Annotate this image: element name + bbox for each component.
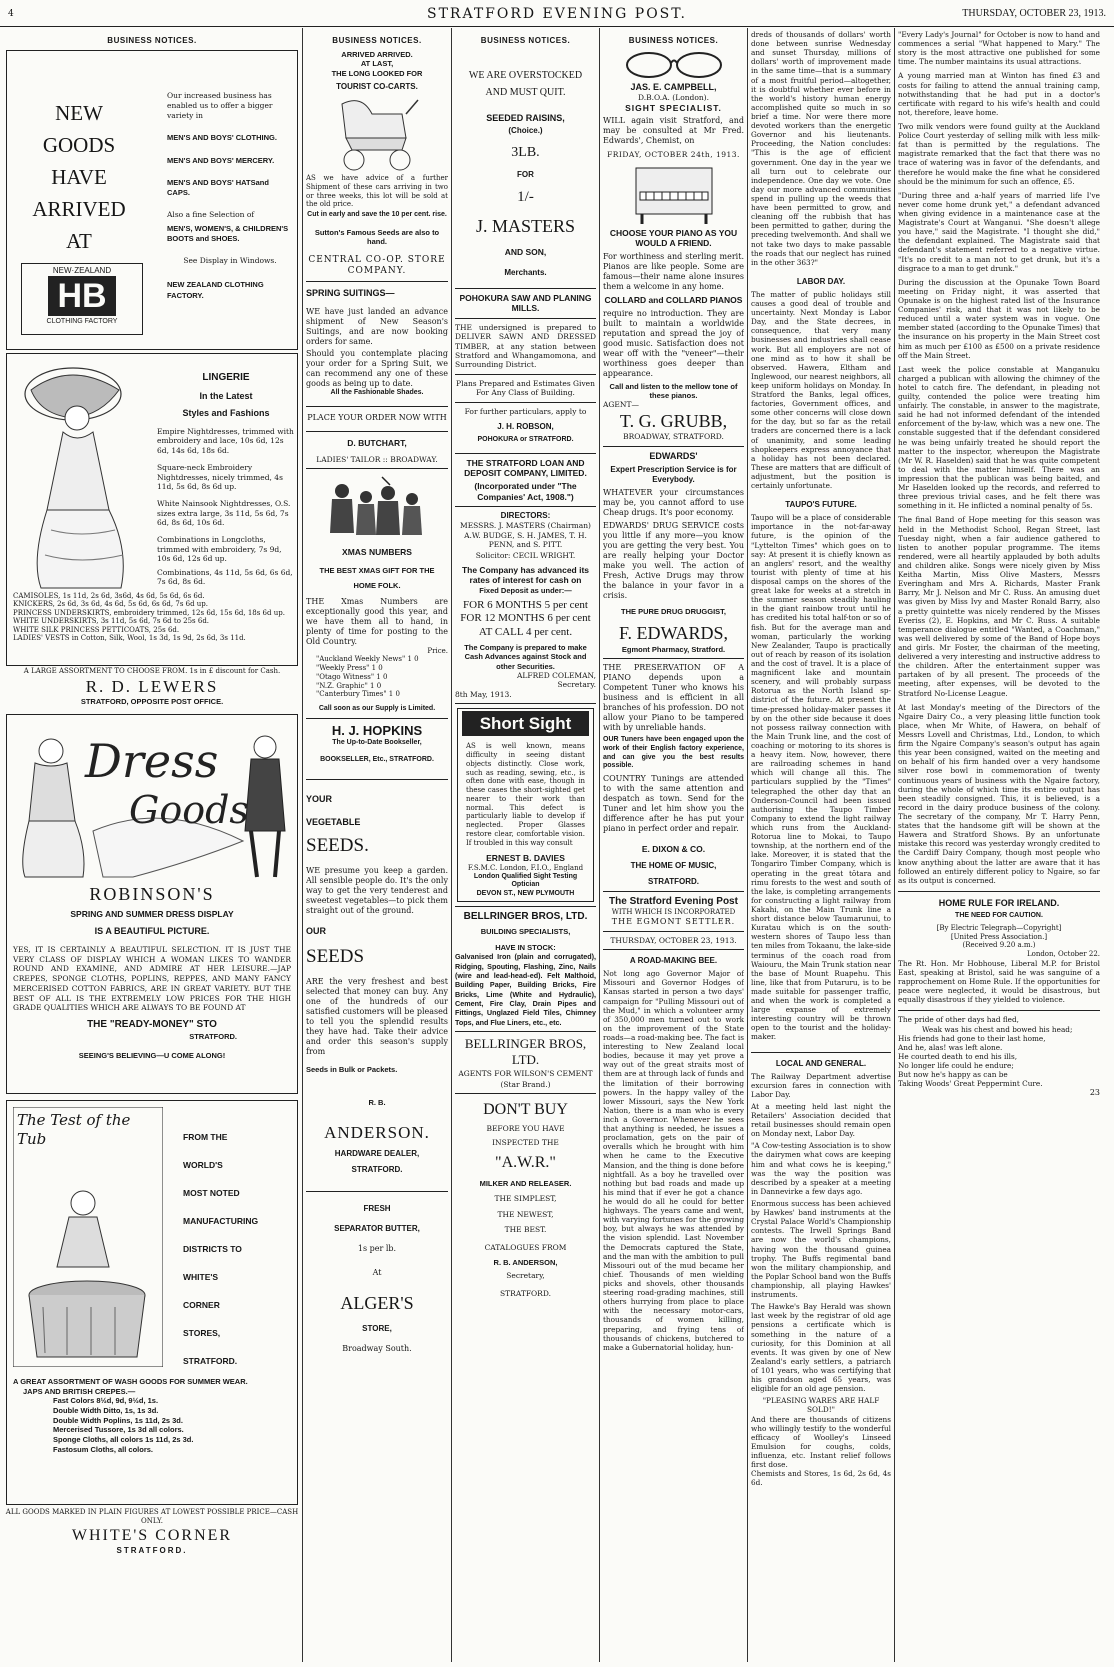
whites-corner-ad: The Test of the Tub FROM THE WORLD'S MOST NOTED MANUFACTURING DISTRICTS TO WHITE'S CORNER STORES, STRATFORD. A GREAT ASSORTMENT OF WASH GOODS FOR SUMMER WEAR. JAPS AND BRITISH CREPES.— Fast Colors 8½d, 9d, 9½d, 1s. Double Width Ditto, 1s, 1s 3d. Double Width Poplins, 1s 11d, 2s 3d. Mercerised Tussore, 1s 3d all colors. Sponge Cloths, all colors 1s 11d, 2s 3d. Fastosum Cloths, all colors. [6, 1100, 298, 1505]
new-goods-list: Our increased business has enabled us to offer a bigger variety in MEN'S AND BOYS' CLOTHING. MEN'S AND BOYS' MERCERY. MEN'S AND BOYS' HATSand CAPS. Also a fine Selection of MEN'S, WOMEN'S, & CHILDREN'S BOOTS and SHOES. See Display in Windows. NEW ZEALAND CLOTHING FACTORY. [167, 91, 289, 300]
column-1: BUSINESS NOTICES. NEW GOODS HAVE ARRIVED AT NEW·ZEALAND HB CLOTHING FACTORY Our increased business has enabled us to offer a bigger variety in MEN'S AND BOYS' CLOTHING. MEN'S AND BOYS' MERCERY. MEN'S AND BOYS' HATSand CAPS. Also a fine Selection of MEN'S, WOMEN'S, & CHILDREN'S BOOTS and SHOES. See Display in Windows. NEW ZEALAND CLOTHING FACTORY. LINGERIE In the Latest Styles and Fashions Empire Nightdresses, trimmed with embroidery and lace, 10s 6d, 12s 6d, 14s 6d, 18s 6d. Square-neck Embroidery Nightdresses, nicely trimmed, 4s 11d, 5s 6d, 8s 6d up. White Nainsook Nightdresses, O.S. sizes extra large, 3s 11d, 5s 6d, 7s 6d, 8s 6d, 10s 6d. Combinations in Longcloths, trimmed with embroidery, 7s 9d, 10s 6d, 12s 6d up. Combinations, 4s 11d, 5s 6d, 6s 6d, 7s 6d, 8s 6d. CAMISOLES, 1s 11d, 2s 6d, 3s6d, 4s 6d, 5s 6d, 6s 6d. KNICKERS, 2s 6d, 3s 6d, 4s 6d, 5s 6d, 6s 6d, 7s 6d up. PRINCESS UNDERSKIRTS, embroidery trimmed, 12s 6d, 15s 6d, 18s 6d up. WHITE UNDERSKIRTS, 3s 11d, 5s 6d, 7s 6d to 25s 6d. WHITE SILK PRINCESS PETTICOATS, 25s 6d. LADIES' VESTS in Cotton, Silk, Wool, 1s 3d, 1s 9d, 2s 6d, 3s 11d. A LARGE ASSORTMENT TO CHOOSE FROM. 1s in £ discount for Cash. R. D. LEWERS STRATFORD, OPPOSITE POST OFFICE. Dress Goods ROBINSON'S SPRING AND SUMMER DRESS DISPLAY IS A BEAUTIFUL PICTURE. YES, IT IS CERTAINLY A BEAUTIFUL SELECTION. IT IS JUST THE VERY CLASS OF DISPLAY WHICH A WOMAN LIKES TO WANDER ROUND AND EXAMINE, AND ADMIRE AT HER LEISURE.—JAP CREPES, SPONGE CLOTHS, POPLINS, REPPES, AND MANY FANCY MERCERISED COTTON FABRICS, ARE IN GREAT VARIETY. BUT THE BEST OF ALL IS THE EXTREMELY LOW PRICES FOR THE HIGH GRADE QUALITIES WHICH ARE ALWAYS TO BE FOUND AT THE "READY-MONEY" STO STRATFORD. SEEING'S BELIEVING—U COME ALONG! The Test of the Tub FROM THE WORLD'S MOST NOTED MANUFACTURING DISTRICTS TO WHITE'S CORNER STORES, STRATFORD. A GREAT ASSORTMENT OF WASH GOODS FOR SUMMER WEAR. JAPS AND BRITISH CREPES.— Fast Colors 8½d, 9d, 9½d, 1s. Double Width Ditto, 1s, 1s 3d. Double Width Poplins, 1s 11d, 2s 3d. Mercerised Tussore, 1s 3d all colors. Sponge Cloths, all colors 1s 11d, 2s 3d. Fastosum Cloths, all colors. ALL GOODS MARKED IN PLAIN FIGURES AT LOWEST POSSIBLE PRICE—CASH ONLY. WHITE'S CORNER STRATFORD. [5, 36, 299, 1555]
column-3: BUSINESS NOTICES. WE ARE OVERSTOCKED AND MUST QUIT. SEEDED RAISINS, (Choice.) 3LB. FOR 1/- J. MASTERS AND SON, Merchants. POHOKURA SAW AND PLANING MILLS. THE undersigned is prepared to DELIVER SAWN AND DRESSED TIMBER, at any station between Stratford and Whangamomona, and Surrounding District. Plans Prepared and Estimates Given For Any Class of Building. For further particulars, apply to J. H. ROBSON, POHOKURA or STRATFORD. THE STRATFORD LOAN AND DEPOSIT COMPANY, LIMITED. (Incorporated under "The Companies' Act, 1908.") DIRECTORS: MESSRS. J. MASTERS (Chairman) A.W. BUDGE, S. H. JAMES, T. H. PENN, and S. PITT. Solicitor: CECIL WRIGHT. The Company has advanced its rates of interest for cash on Fixed Deposit as under:— FOR 6 MONTHS 5 per cent FOR 12 MONTHS 6 per cent AT CALL 4 per cent. The Company is prepared to make Cash Advances against Stock and other Securities. ALFRED COLEMAN, Secretary. 8th May, 1913. Short Sight AS is well known, means difficulty in seeing distant objects distinctly. Close work, such as reading, sewing, etc., is often done with ease, though in these cases the short-sighted get nearer to their work than normal. This defect is particularly liable to develop if neglected. Proper Glasses restore clear, comfortable vision. If troubled in this way consult ERNEST B. DAVIES F.S.M.C. London, F.I.O., England London Qualified Sight Testing Optician DEVON ST., NEW PLYMOUTH BELLRINGER BROS, LTD. BUILDING SPECIALISTS, HAVE IN STOCK: Galvanised Iron (plain and corrugated), Ridging, Spouting, Flashing, Zinc, Nails (wire and lead-head-ed). Felt Malthoid, Building Paper, Building Bricks, Fire Bricks, Lime (White and Hydraulic), Cement, Fire Clay, Drain Pipes and Fittings, Unglazed Field Tiles, Chimney Tops, and Flue Liners, etc., etc. BELLRINGER BROS, LTD. AGENTS FOR WILSON'S CEMENT (Star Brand.) DON'T BUY BEFORE YOU HAVE INSPECTED THE "A.W.R." MILKER AND RELEASER. THE SIMPLEST, THE NEWEST, THE BEST. CATALOGUES FROM R. B. ANDERSON, Secretary, STRATFORD. [455, 36, 596, 1298]
anderson-name: ANDERSON. [324, 1122, 430, 1142]
column-5: dreds of thousands of dollars' worth done between sunrise Wednesday and sunset Thursday, millions of dollars' worth of improvement made in the same time—that is a summary of a most fruitful period—altogether, it is doubtful whether ever before in the world's history human energy accomplished quite so much in so brief a time. Nor were there more devoted workers than the energetic Governor and his lieutenants. Proceeding, the Nation concludes: "This is the age of efficient government. One day in the year we all turn out to celebrate our independence. One day we vote. One day our more advanced communities spend in pulling up the weeds that have been permitted to grow, and cleaning off the rubbish that has been permitted to gather, during the preceding twelvemonth. And shall we not take two days to make passable the roads that our neglect has ruined in the other 363?" LABOR DAY. The matter of public holidays still causes a good deal of trouble and uncertainty. Next Monday is Labor Day, and the State decrees, in consequence, that very many businesses and industries shall cease work. But all employers are not of one mind as to how it shall be observed. Hawera, Eltham and Inglewood, our nearest neighbors, all keep uniform holidays on Monday. In Stratford the Banks, legal offices, factories, Government offices, and some other concerns will close down for the day, but so far as the retail traders are concerned there is a lack of unanimity, and some leading shopkeepers express annoyance that a holiday has not been declared. These are matters that are difficult of adjustment, but the position is certainly unfortunate. TAUPO'S FUTURE. Taupo will be a place of considerable importance in the not-far-away future, is the opinion of the "Lyttelton Times" which goes on to say: At present it is chiefly known as an anglers' resort, and the wealthy tourist with plenty of time at his disposal camps on the shores of the great lake for weeks at a stretch in the summer season steadily hauling in the giant rainbow trout until he has credited his total half-ton or so of fish. But for the average man and woman, particularly the working New Zealander, Taupo is practically out of reach by reason of its isolation and the cost of travel. It is a place of magnificent lake and mountain scenery, and will probably surpass Rotorua as the North Island sp-district of the future. At present the time-pressed holiday-maker passes it by on the other side because it does not possess railway connection with the Main Trunk line, and the cost of coaching or motoring to its shores is a heavy item. Now, however, there are railroading schemes in hand which will change all this. The particulars supplied by the "Times" telegraphed the other day that an Onderson-Council had been issued authorising the Taupo Timber Company to extend the light railway which runs from the Auckland-Rotorua line to Mokai, to Taupo township, at the northern end of the lake. Moreover, it is stated that the Tongariro Timber Company, which is operating in the great tōtara and rimu forests to the west and south of the lake, is completing arrangements for constructing a light railway from Kakahi, on the Main Trunk line a short distance below Taumarunui, to Kuratau which is on the south-western shores of Taupo less than ten miles from Tokaanu, the lake-side terminus of the coach road from Waiouru, the Main Trunk station near the base of Mount Ruapehu. This line, like that from Putaruru, is to be made suitable for passenger traffic, and when the work is completed a large expanse of extremely interesting country will be thrown open to the tourist and the holiday-maker. LOCAL AND GENERAL. The Railway Department advertise excursion fares in connection with Labor Day. At a meeting held last night the Retailers' Association decided that retail businesses should remain open on Monday next, Labor Day. "A Cow-testing Association is to show the dairymen what cows are keeping him and what cows he is keeping," was the way the position was described by a speaker at a meeting in Dannevirke a few days ago. Enormous success has been achieved by Hawkes' band instruments at the Crystal Palace World's Championship contests. The Irwell Springs Band are now the world's champions, having won the thousand guinea trophy. The Buffs regimental band won the military championship, and the Poplar School band won the Buffs championship, all playing Hawkes' instruments. The Hawke's Bay Herald was shown last week by the registrar of old age pensions a certificate which is something in the nature of a curiosity, for this Dominion at all events. It was given by one of New Zealand's early settlers, a patriarch of 101 years, who was certifying that his grandson aged 65 years, was eligible for an old age pension. "PLEASING WARES ARE HALF SOLD!" And there are thousands of citizens who willingly testify to the wonderful efficacy of Woolley's Linseed Emulsion for coughs, colds, influenza, etc. Instant relief follows first dose. Chemists and Stores, 1s 6d, 2s 6d, 4s 6d. [751, 30, 891, 1488]
robinsons-name: ROBINSON'S [89, 884, 215, 905]
lewers-name: R. D. LEWERS [85, 676, 219, 696]
spectacles-illustration [619, 50, 729, 80]
bellringer-name: BELLRINGER BROS, LTD. [463, 910, 588, 922]
column-header: BUSINESS NOTICES. [480, 36, 571, 45]
pram-illustration [332, 94, 422, 172]
column-4: BUSINESS NOTICES. JAS. E. CAMPBELL, D.B.O.A. (London). SIGHT SPECIALIST. WILL again visit Stratford, and may be consulted at Mr Fred. Edwards', Chemist, on FRIDAY, OCTOBER 24th, 1913. CHOOSE YOUR PIANO AS YOU WOULD A FRIEND. For worthiness and sterling merit. Pianos are like people. Some are famous—their name alone insures them a welcome in any home. COLLARD and COLLARD PIANOS require no introduction. They are built to maintain a worldwide reputation and spread the joy of good music. Satisfaction does not wear off with the "veneer"—their worthiness goes deeper than appearance. Call and listen to the mellow tone of these pianos. AGENT— T. G. GRUBB, BROADWAY, STRATFORD. EDWARDS' Expert Prescription Service is for Everybody. WHATEVER your circumstances may be, you cannot afford to use Cheap drugs. It's poor economy. EDWARDS' DRUG SERVICE costs you little if any more—you know you are getting the very best. You are really helping your Doctor make you well. The action of Fresh, Active Drugs may throw the balance in your favor in a crisis. THE PURE DRUG DRUGGIST, F. EDWARDS, Egmont Pharmacy, Stratford. THE PRESERVATION OF A PIANO depends upon a Competent Tuner who knows his business and is efficient in all branches of his profession. DO not allow your Piano to be tampered with by unreliable hands. OUR Tuners have been engaged upon the work of their English factory experience, and can give you the best results possible. COUNTRY Tunings are attended to with the same attention and despatch as town. Send for the Tuner and let him show you the difference after he has put your piano in perfect order and repair. E. DIXON & CO. THE HOME OF MUSIC, STRATFORD. The Stratford Evening Post WITH WHICH IS INCORPORATED THE EGMONT SETTLER. THURSDAY, OCTOBER 23, 1913. A ROAD-MAKING BEE. Not long ago Governor Major of Missouri and Governor Hodges of Kansas started in person a two days' campaign for "Pulling Missouri out of the Mud," in which a volunteer army of 350,000 men turned out to work on the improvement of the State roads—a road-making bee. The fact is interesting to New Zealand local bodies, because it may yet prove a way out of the great straits most of them are at through lack of funds and the limitation of their borrowing powers. In the happy valley of the lower Missouri, says the New York Nation, there is a man who is every inch a Governor. Whenever he sees that anything is needed, he issues a proclamation, gets on the pair of overalls which he brought with him when he came to the Executive Mansion, and the thing is done before nightfall. As a boy he travelled over nothing but bad roads and made up his mind that if ever he got a chance he would do all he could for better highways. The years came and went, with varying fortunes for the growing boy, but always he was attended by the vision splendid. Last November the Democrats captured the State, and the man with the ambition to pull Missouri out of the mud became her chief. Thousands of men wielding picks and shovels, other thousands steering road-grading machines, still others hurrying from place to place with the necessary motor-cars, thousands of women killing, preparing, and frying tens of thousands of chickens, butchered to make a Gubernatorial holiday, hun- [603, 36, 744, 1352]
column-header: BUSINESS NOTICES. [107, 36, 197, 45]
local-and-general-title: LOCAL AND GENERAL. [751, 1052, 891, 1069]
lewers-lingerie-ad: LINGERIE In the Latest Styles and Fashions Empire Nightdresses, trimmed with embroidery and lace, 10s 6d, 12s 6d, 14s 6d, 18s 6d. Square-neck Embroidery Nightdresses, nicely trimmed, 4s 11d, 5s 6d, 8s 6d up. White Nainsook Nightdresses, O.S. sizes extra large, 3s 11d, 5s 6d, 7s 6d, 8s 6d, 10s 6d. Combinations in Longcloths, trimmed with embroidery, 7s 9d, 10s 6d, 12s 6d up. Combinations, 4s 11d, 5s 6d, 6s 6d, 7s 6d, 8s 6d. CAMISOLES, 1s 11d, 2s 6d, 3s6d, 4s 6d, 5s 6d, 6s 6d. KNICKERS, 2s 6d, 3s 6d, 4s 6d, 5s 6d, 6s 6d, 7s 6d up. PRINCESS UNDERSKIRTS, embroidery trimmed, 12s 6d, 15s 6d, 18s 6d up. WHITE UNDERSKIRTS, 3s 11d, 5s 6d, 7s 6d to 25s 6d. WHITE SILK PRINCESS PETTICOATS, 25s 6d. LADIES' VESTS in Cotton, Silk, Wool, 1s 3d, 1s 9d, 2s 6d, 3s 11d. [6, 353, 298, 666]
home-rule-title: HOME RULE FOR IRELAND. [938, 897, 1060, 908]
column-2: BUSINESS NOTICES. ARRIVED ARRIVED. AT LAST, THE LONG LOOKED FOR TOURIST CO-CARTS. AS we have advice of a further Shipment of these cars arriving in two or three weeks, this lot will be sold at the old price. Cut in early and save the 10 per cent. rise. Sutton's Famous Seeds are also to hand. CENTRAL CO-OP. STORE COMPANY. SPRING SUITINGS— WE have just landed an advance shipment of New Season's Suitings, and are now booking orders for same. Should you contemplate placing your order for a Spring Suit, we can recommend any one of these goods as being up to date. All the Fashionable Shades. PLACE YOUR ORDER NOW WITH D. BUTCHART, LADIES' TAILOR :: BROADWAY. XMAS NUMBERS THE BEST XMAS GIFT FOR THE HOME FOLK. THE Xmas Numbers are exceptionally good this year, and we have them all to hand, in plenty of time for posting to the Old Country. Price. "Auckland Weekly News" 1 0 "Weekly Press" 1 0 "Otago Witness" 1 0 "N.Z. Graphic" 1 0 "Canterbury Times" 1 0 Call soon as our Supply is Limited. H. J. HOPKINS The Up-to-Date Bookseller, BOOKSELLER, Etc., STRATFORD. YOUR VEGETABLE SEEDS. WE presume you keep a garden. All sensible people do. It's the only way to get the very tenderest and sweetest vegetables—to pick them straight out of the ground. OUR SEEDS ARE the very freshest and best selected that money can buy. Any one of the hundreds of our satisfied customers will be pleased to tell you the splendid results they have had. Take their advice and order this season's supply from Seeds in Bulk or Packets. R. B. ANDERSON. HARDWARE DEALER, STRATFORD. FRESH SEPARATOR BUTTER, 1s per lb. At ALGER'S STORE, Broadway South. [306, 36, 448, 1354]
lady-illustration [11, 360, 151, 590]
masthead [0, 0, 1114, 27]
davies-short-sight-ad: Short Sight AS is well known, means difficulty in seeing distant objects distinctly. Close work, such as reading, sewing, etc., is often done with ease, though in these cases the short-sighted get nearer to their work than normal. This defect is particularly liable to develop if neglected. Proper Glasses restore clear, comfortable vision. If troubled in this way consult ERNEST B. DAVIES F.S.M.C. London, F.I.O., England London Qualified Sight Testing Optician DEVON ST., NEW PLYMOUTH [457, 708, 594, 902]
davies-name: ERNEST B. DAVIES [486, 853, 565, 864]
folio-number: 23 [1089, 1088, 1100, 1098]
column-rule [451, 28, 452, 1662]
page-number: 4 [8, 9, 14, 19]
dont-buy-heading: DON'T BUY [483, 1101, 568, 1119]
awr-heading: "A.W.R." [495, 1154, 556, 1172]
new-zealand-clothing-ad [6, 50, 298, 350]
algers-store-name: ALGER'S [340, 1292, 414, 1313]
campbell-name: JAS. E. CAMPBELL, [630, 82, 717, 92]
hb-logo: NEW·ZEALAND HB CLOTHING FACTORY [21, 263, 143, 335]
hopkins-name: H. J. HOPKINS [331, 722, 423, 738]
our-seeds-heading: SEEDS [306, 946, 365, 967]
column-rule [747, 28, 748, 1662]
short-sight-heading: Short Sight [462, 711, 589, 736]
labor-day-title: LABOR DAY. [796, 276, 846, 286]
column-rule [599, 28, 600, 1662]
column-rule [894, 28, 895, 1662]
new-goods-headline: NEW GOODS HAVE ARRIVED AT [32, 101, 126, 253]
peppermint-cure-verse: The pride of other days had fled, Weak was his chest and bowed his head; His friends had gone to their last home, And he, alas! was left alone. He courted death to end his ills, No longer life could he endure; But now he's happy as can be Taking Woods' Great Peppermint Cure. [898, 1015, 1073, 1089]
dixon-name: E. DIXON & CO. [641, 844, 706, 854]
edwards-name: F. EDWARDS, [618, 623, 729, 644]
road-making-bee-title: A ROAD-MAKING BEE. [629, 956, 718, 966]
lingerie-title: LINGERIE [202, 372, 250, 383]
whites-corner-name: WHITE'S CORNER [71, 1526, 233, 1544]
butchart-name: D. BUTCHART, [347, 438, 407, 449]
goods-script: Goods [129, 788, 249, 833]
lingerie-price-list: CAMISOLES, 1s 11d, 2s 6d, 3s6d, 4s 6d, 5s 6d, 6s 6d. KNICKERS, 2s 6d, 3s 6d, 4s 6d, 5s 6d, 6s 6d, 7s 6d up. PRINCESS UNDERSKIRTS, embroidery trimmed, 12s 6d, 15s 6d, 18s 6d up. WHITE UNDERSKIRTS, 3s 11d, 5s 6d, 7s 6d to 25s 6d. WHITE SILK PRINCESS PETTICOATS, 25s 6d. LADIES' VESTS in Cotton, Silk, Wool, 1s 3d, 1s 9d, 2s 6d, 3s 11d. [13, 592, 285, 642]
column-rule [302, 28, 303, 1662]
test-of-the-tub-script: The Test of the Tub [17, 1111, 131, 1149]
newspaper-title: STRATFORD EVENING POST. [427, 6, 687, 22]
taupo-future-title: TAUPO'S FUTURE. [785, 500, 857, 510]
xmas-numbers-list: "Auckland Weekly News" 1 0 "Weekly Press" 1 0 "Otago Witness" 1 0 "N.Z. Graphic" 1 0 "Canterbury Times" 1 0 [316, 655, 419, 699]
dress-script: Dress [85, 734, 219, 789]
wash-goods-price-list: Fast Colors 8½d, 9d, 9½d, 1s. Double Width Ditto, 1s, 1s 3d. Double Width Poplins, 1s 11d, 2s 3d. Mercerised Tussore, 1s 3d all colors. Sponge Cloths, all colors 1s 11d, 2s 3d. Fastosum Cloths, all colors. [53, 1396, 194, 1454]
issue-date: THURSDAY, OCTOBER 23, 1913. [962, 8, 1106, 19]
whites-list: FROM THE WORLD'S MOST NOTED MANUFACTURING DISTRICTS TO WHITE'S CORNER STORES, STRATFORD. [183, 1132, 259, 1367]
evening-post-flag: The Stratford Evening Post [609, 895, 738, 907]
column-header: BUSINESS NOTICES. [332, 36, 422, 45]
co-op-store-name: CENTRAL CO-OP. STORE COMPANY. [308, 254, 446, 276]
piano-illustration [626, 162, 722, 226]
grubb-name: T. G. GRUBB, [619, 410, 728, 431]
column-6: "Every Lady's Journal" for October is now to hand and commences a serial "What happened to Mary." The story is the most attractive one published for some time. The number maintains its usual attractions. A young married man at Winton has fined £3 and costs for failing to attend the annual training camp, notwithstanding that he had put in a doctor's certificate with regard to his wife's health and could not, therefore, leave home. Two milk vendors were found guilty at the Auckland Police Court yesterday of selling milk with less milk-fat than is permitted by the regulations. The magistrate remarked that the fact that there was no trace of watering was in favor of the defendants, and therefore he would make the fine what he considered should be the minimum for such an offence, £5. "During three and a-half years of married life I've never come home drunk yet," a defendant advanced when giving evidence in a maintenance case at the Magistrate's Court at Wanganui. "She doesn't allege you have," said the Magistrate. "I thought she did," the defendant explained. The Magistrate said that defendant's statement referred to a negative virtue. "It's no credit to a man not to get drunk, but it's a disgrace to a man to get drunk." During the discussion at the Opunake Town Board meeting on Friday night, it was asserted that Opunake is on the highest rated list of the Insurance Companies' risk, and that it was not likely to be reduced until a water system was in vogue. One member stated (according to the Opunake Times) that the insurance on his property in the Main Street cost him as much per £100 as £500 on a private residence off the Main Street. Last week the police constable at Manganuku charged a publican with allowing the chimney of the hotel to catch fire. The defendant, in pleading not guilty, contended the police were treating him unfairly. The constable, in answer to the magistrate, said he had not informed defendant of the intended enforcement of the by-law, which was a new one. The constable suggested that if the defendant considered he was being unfairly treated he should report the matter to the inspector, whereupon the Magistrate (Mr W. R. Haselden) said that he was quite competent to deal with the matter himself. There was an impression that the publican was being baited, and Mr Haselden looked up the records, and referred to three previous trivial cases, and he felt there was something in it. He inflicted a nominal penalty of 5s. The final Band of Hope meeting for this season was held in the Methodist School, Regan Street, last Tuesday night, when a fair audience gathered to listen to another popular programme. The items rendered, were all heartily applauded by both adults and children alike. Songs were nicely given by Miss Keitha Martin, Miss Olive Masters, Messrs Everingham and Mrs A. Richards, Master Frank Barry, Mr J. Nelson and Mr C. Russ. An amusing duet was given by Miss Ivy and Master Ronald Barry, also a pretty quintette was nicely rendered by the Misses Everiss (2), E. Hopkins, and Mr C. Russ. A suitable temperance dialogue entitled "Wanted, a Coachman," was well delivered by some of the Band of Hope boys and girls. Mr Foster, the chairman of the meeting, delivered a very interesting and instructive address to the children. After the entertainment supper was partaken of by all present. The proceeds of the meeting, after expenses, will be devoted to the Stratford No-License League. At last Monday's meeting of the Directors of the Ngaire Dairy Co., a very pleasing little function took place, when Mr White, of Hawera, on behalf of Messrs Lovell and Christmas, Ltd., London, to which firm the Ngaire Company's season's output has again this year been consigned, waited on the meeting and on behalf of his firm handed over a very handsome silver rose bowl in commemoration of twenty continuous years of business with the Ngaire factory, during the whole of which time its entire output has been steadily consigned. This, it is believed, is a record in the dairy produce business of the colony. The secretary of the company, Mr T. Harry Penn, states that the handsome gift will be shown at the Hawera and Stratford Shows. By an unfortunate mistake this record was yesterday wrongly credited to the Cardiff Dairy Company, though most people who know anything about the latter are aware that it has followed an entirely different policy to Ngaire, so far as its output is concerned. HOME RULE FOR IRELAND. THE NEED FOR CAUTION. [By Electric Telegraph—Copyright] [United Press Association.] (Received 9.20 a.m.) London, October 22. The Rt. Hon. Mr Hobhouse, Liberal M.P. for Bristol East, speaking at Bristol, said he was sanguine of a rapprochement on Home Rule. If the opportunities for peace were neglected, it would be disastrous, but equally disastrous if they yielded to violence. The pride of other days had fled, Weak was his chest and bowed his head; His friends had gone to their last home, And he, alas! was left alone. He courted death to end his ills, No longer life could he endure; But now he's happy as can be Taking Woods' Great Peppermint Cure. 23 [898, 30, 1100, 1098]
interest-rates: FOR 6 MONTHS 5 per cent FOR 12 MONTHS 6 per cent AT CALL 4 per cent. [460, 599, 591, 638]
column-header: BUSINESS NOTICES. [628, 36, 719, 45]
vegetable-seeds-heading: SEEDS. [306, 835, 369, 856]
robinsons-dress-goods-ad: Dress Goods ROBINSON'S SPRING AND SUMMER DRESS DISPLAY IS A BEAUTIFUL PICTURE. YES, IT IS CERTAINLY A BEAUTIFUL SELECTION. IT IS JUST THE VERY CLASS OF DISPLAY WHICH A WOMAN LIKES TO WANDER ROUND AND EXAMINE, AND ADMIRE AT HER LEISURE.—JAP CREPES, SPONGE CLOTHS, POPLINS, REPPES, AND MANY FANCY MERCERISED COTTON FABRICS, ARE IN GREAT VARIETY. BUT THE BEST OF ALL IS THE EXTREMELY LOW PRICES FOR THE HIGH GRADE QUALITIES WHICH ARE ALWAYS TO BE FOUND AT THE "READY-MONEY" STO STRATFORD. SEEING'S BELIEVING—U COME ALONG! [6, 714, 298, 1094]
xmas-children-illustration [322, 473, 432, 545]
masters-name: J. MASTERS [475, 215, 576, 236]
